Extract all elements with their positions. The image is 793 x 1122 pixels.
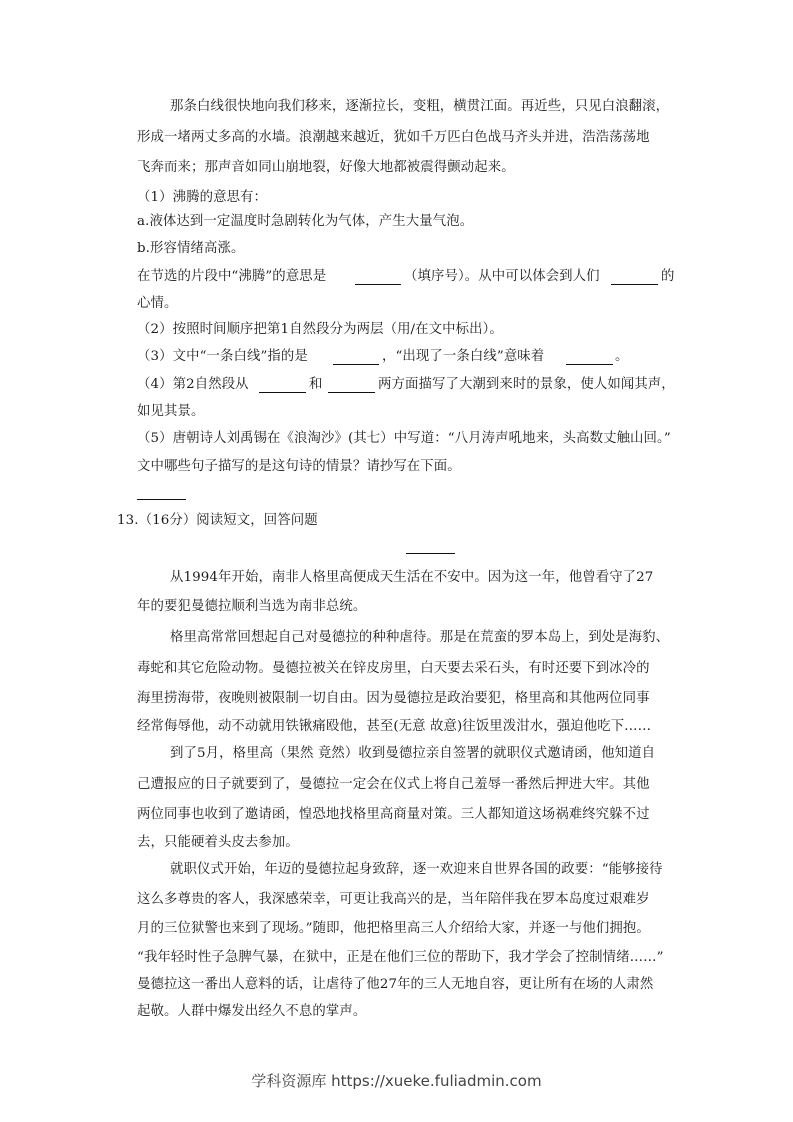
q4-prompt-part-3: 两方面描写了大潮到来时的景象，使人如闻其声， <box>378 377 675 392</box>
p2-para3-line-4: 去，只能硬着头皮去参加。 <box>137 835 299 850</box>
q1-intro: （1）沸腾的意思有： <box>137 190 268 205</box>
q5-answer-blank[interactable] <box>137 499 186 500</box>
p2-para1-line-1: 从1994年开始，南非人格里高便成天生活在不安中。因为这一年，他曾看守了27 <box>170 570 654 585</box>
q3-prompt-part-1: （3）文中“一条白线”指的是 <box>137 349 308 364</box>
p2-para2-line-2: 毒蛇和其它危险动物。曼德拉被关在锌皮房里，白天要去采石头，有时还要下到冰冷的 <box>137 661 650 676</box>
q4-prompt-line-2: 如见其景。 <box>137 404 205 419</box>
q13-title-blank[interactable] <box>406 553 455 554</box>
q3-prompt-part-3: 。 <box>615 349 629 364</box>
q2-prompt: （2）按照时间顺序把第1自然段分为两层（用/在文中标出）。 <box>137 322 503 337</box>
passage1-line-3: 飞奔而来；那声音如同山崩地裂，好像大地都被震得颤动起来。 <box>137 160 515 175</box>
p2-para3-line-1: 到了5月，格里高（果然 竟然）收到曼德拉亲自签署的就职仪式邀请函，他知道自 <box>170 746 656 761</box>
passage1-line-2: 形成一堵两丈多高的水墙。浪潮越来越近，犹如千万匹白色战马齐头并进，浩浩荡荡地 <box>137 130 650 145</box>
q1-prompt-part-1: 在节选的片段中“沸腾”的意思是 <box>137 269 327 284</box>
p2-para4-line-4: “我年轻时性子急脾气暴，在狱中，正是在他们三位的帮助下，我才学会了控制情绪……” <box>137 950 664 965</box>
p2-para2-line-1: 格里高常常回想起自己对曼德拉的种种虐待。那是在荒蛮的罗本岛上，到处是海豹、 <box>170 630 670 645</box>
p2-para4-line-2: 这么多尊贵的客人，我深感荣幸，可更让我高兴的是，当年陪伴我在罗本岛度过艰难岁 <box>137 892 650 907</box>
footer-source-link[interactable]: 学科资源库 https://xueke.fuliadmin.com <box>251 1072 542 1090</box>
p2-para4-line-3: 月的三位狱警也来到了现场。”随即，他把格里高三人介绍给大家，并逐一与他们拥抱。 <box>137 921 650 936</box>
q3-prompt-part-2: ，“出现了一条白线”意味着 <box>382 349 545 364</box>
p2-para1-line-2: 年的要犯曼德拉顺利当选为南非总统。 <box>137 599 367 614</box>
q4-prompt-part-2: 和 <box>309 377 323 392</box>
q3-answer-blank-2[interactable] <box>566 364 613 365</box>
q1-prompt-line-2: 心情。 <box>137 296 178 311</box>
q1-prompt-part-2: （填序号）。从中可以体会到人们 <box>404 269 600 284</box>
q1-option-a: a.液体达到一定温度时急剧转化为气体，产生大量气泡。 <box>137 214 474 229</box>
p2-para4-line-5: 曼德拉这一番出人意料的话，让虐待了他27年的三人无地自容，更让所有在场的人肃然 <box>137 977 654 992</box>
q13-title: 13.（16分）阅读短文，回答问题 <box>117 513 318 528</box>
q1-answer-blank-2[interactable] <box>611 284 658 285</box>
q4-answer-blank-1[interactable] <box>259 392 306 393</box>
q5-prompt-line-1: （5）唐朝诗人刘禹锡在《浪淘沙》(其七）中写道：“八月涛声吼地来，头高数丈触山回。” <box>137 431 671 446</box>
q1-prompt-part-3: 的 <box>661 269 675 284</box>
q1-answer-blank-1[interactable] <box>355 284 401 285</box>
q1-option-b: b.形容情绪高涨。 <box>137 241 245 256</box>
q4-prompt-part-1: （4）第2自然段从 <box>137 377 249 392</box>
passage1-line-1: 那条白线很快地向我们移来，逐渐拉长，变粗，横贯江面。再近些，只见白浪翻滚， <box>170 99 670 114</box>
p2-para4-line-6: 起敬。人群中爆发出经久不息的掌声。 <box>137 1004 367 1019</box>
q5-prompt-line-2: 文中哪些句子描写的是这句诗的情景？请抄写在下面。 <box>137 459 461 474</box>
p2-para2-line-4: 经常侮辱他，动不动就用铁锹痛殴他，甚至(无意 故意)往饭里泼泔水，强迫他吃下…… <box>137 719 652 734</box>
p2-para3-line-2: 己遭报应的日子就要到了，曼德拉一定会在仪式上将自己羞辱一番然后押进大牢。其他 <box>137 777 650 792</box>
p2-para3-line-3: 两位同事也收到了邀请函，惶恐地找格里高商量对策。三人都知道这场祸难终究躲不过 <box>137 807 650 822</box>
p2-para4-line-1: 就职仪式开始，年迈的曼德拉起身致辞，逐一欢迎来自世界各国的政要：“能够接待 <box>170 862 663 877</box>
q3-answer-blank-1[interactable] <box>333 364 379 365</box>
q4-answer-blank-2[interactable] <box>328 392 375 393</box>
p2-para2-line-3: 海里捞海带，夜晚则被限制一切自由。因为曼德拉是政治要犯，格里高和其他两位同事 <box>137 691 650 706</box>
